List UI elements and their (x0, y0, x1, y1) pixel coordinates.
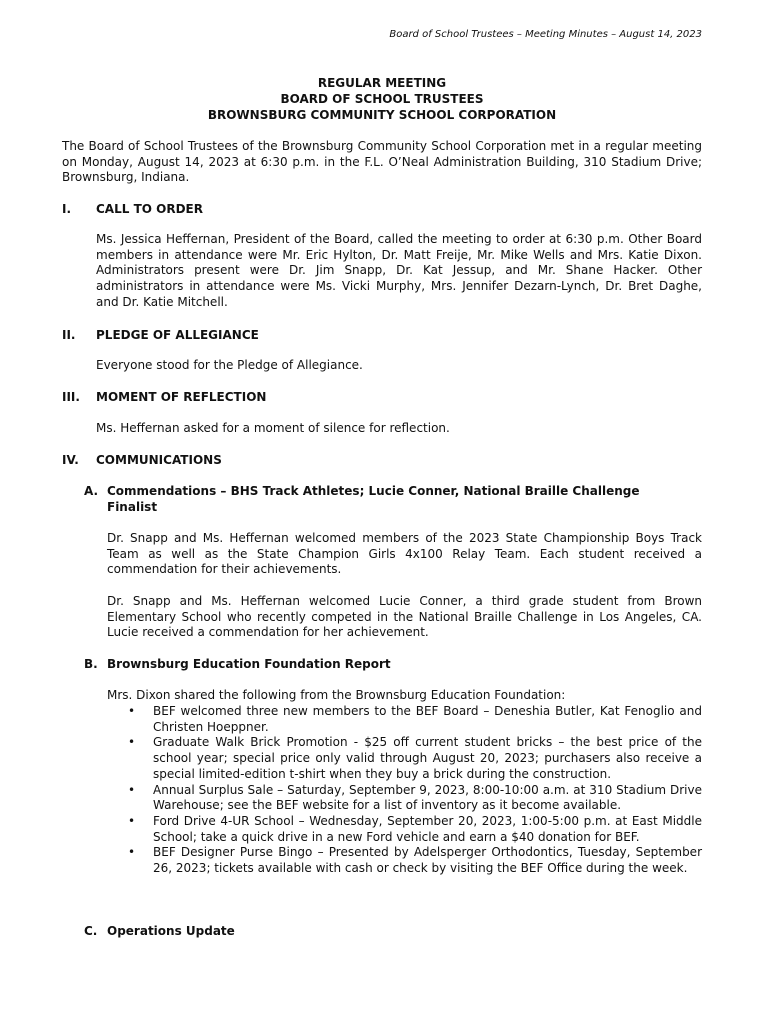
bullet-icon: • (128, 813, 136, 828)
bef-intro-paragraph: Mrs. Dixon shared the following from the Brownsburg Education Foundation: (107, 688, 566, 702)
list-item (107, 735, 702, 782)
list-item-text: Ford Drive 4-UR School – Wednesday, September 20, 2023, 1:00-5:00 p.m. at East Middle School; take a quick drive in a new Ford vehicle and earn a $40 donation for BEF. (153, 813, 702, 844)
subsection-heading-operations-update (84, 924, 684, 940)
intro-paragraph: The Board of School Trustees of the Brownsburg Community School Corporation met in a regular meeting on Monday, August 14, 2023 at 6:30 p.m. in the F.L. O’Neal Administration Building, 310 Stadium Drive; Brownsburg, Indiana. (62, 139, 702, 185)
list-item (107, 704, 702, 735)
section-number: III. (62, 390, 80, 404)
section-heading-reflection (62, 389, 266, 405)
bullet-icon: • (128, 782, 136, 797)
title-line-3: BROWNSBURG COMMUNITY SCHOOL CORPORATION (207, 108, 557, 122)
bullet-icon: • (128, 735, 136, 750)
running-header: Board of School Trustees – Meeting Minutes – August 14, 2023 (389, 29, 702, 40)
subsection-heading-bef-report (84, 657, 684, 673)
list-item-text: BEF welcomed three new members to the BEF Board – Deneshia Butler, Kat Fenoglio and Christen Hoeppner. (153, 704, 702, 734)
document-title (62, 75, 702, 123)
section-heading-communications (62, 452, 222, 468)
subsection-letter: A. (84, 484, 99, 498)
call-to-order-paragraph: Ms. Jessica Heffernan, President of the Board, called the meeting to order at 6:30 p.m. Other Board members in attendance were Mr. Eric Hylton, Dr. Matt Freije, Mr. Mike Wells and Mrs. Katie Dixon. Administrators present were Dr. Jim Snapp, Dr. Kat Jessup, and Mr. Shane Hacker. Other administrators in attendance were Ms. Vicki Murphy, Mrs. Jennifer Dezarn-Lynch, Dr. Bret Daghe, and Dr. Katie Mitchell. (96, 232, 702, 309)
section-heading-pledge (62, 327, 259, 343)
section-title: CALL TO ORDER (96, 202, 203, 216)
title-line-1: REGULAR MEETING (317, 76, 447, 90)
commendations-paragraph-1: Dr. Snapp and Ms. Heffernan welcomed members of the 2023 State Championship Boys Track Team as well as the State Champion Girls 4x100 Relay Team. Each student received a commendation for their achievements. (107, 531, 702, 577)
section-number: II. (62, 328, 76, 342)
section-title: MOMENT OF REFLECTION (96, 390, 267, 404)
list-item-text: BEF Designer Purse Bingo – Presented by Adelsperger Orthodontics, Tuesday, September 26, 2023; tickets available with cash or check by visiting the BEF Office during the week. (153, 845, 702, 876)
subsection-title: Operations Update (107, 924, 235, 938)
list-item-text: Graduate Walk Brick Promotion - $25 off current student bricks – the best price of the school year; special price only valid through August 20, 2023; purchasers also receive a special limited-edition t-shirt when they buy a brick during the construction. (153, 735, 702, 781)
subsection-heading-commendations (84, 484, 684, 515)
reflection-paragraph: Ms. Heffernan asked for a moment of silence for reflection. (96, 421, 450, 435)
subsection-title: Brownsburg Education Foundation Report (107, 657, 391, 671)
section-heading-call-to-order (62, 201, 203, 217)
list-item-text: Annual Surplus Sale – Saturday, September 9, 2023, 8:00-10:00 a.m. at 310 Stadium Drive Warehouse; see the BEF website for a list of inventory as it become available. (153, 782, 702, 813)
subsection-title: Commendations – BHS Track Athletes; Lucie Conner, National Braille Challenge Finalist (107, 484, 640, 514)
bullet-icon: • (128, 704, 136, 718)
pledge-paragraph: Everyone stood for the Pledge of Allegiance. (96, 358, 363, 372)
section-number: IV. (62, 453, 79, 467)
list-item (107, 814, 702, 845)
subsection-letter: C. (84, 924, 98, 938)
title-line-2: BOARD OF SCHOOL TRUSTEES (280, 92, 484, 106)
bef-bullet-list (107, 704, 702, 877)
section-title: PLEDGE OF ALLEGIANCE (96, 328, 259, 342)
bullet-icon: • (128, 845, 136, 860)
list-item (107, 845, 702, 876)
commendations-paragraph-2: Dr. Snapp and Ms. Heffernan welcomed Lucie Conner, a third grade student from Brown Elementary School who recently competed in the National Braille Challenge in Los Angeles, CA. Lucie received a commendation for her achievement. (107, 594, 702, 640)
subsection-letter: B. (84, 657, 98, 671)
section-title: COMMUNICATIONS (96, 453, 222, 467)
section-number: I. (62, 202, 72, 216)
list-item (107, 783, 702, 814)
